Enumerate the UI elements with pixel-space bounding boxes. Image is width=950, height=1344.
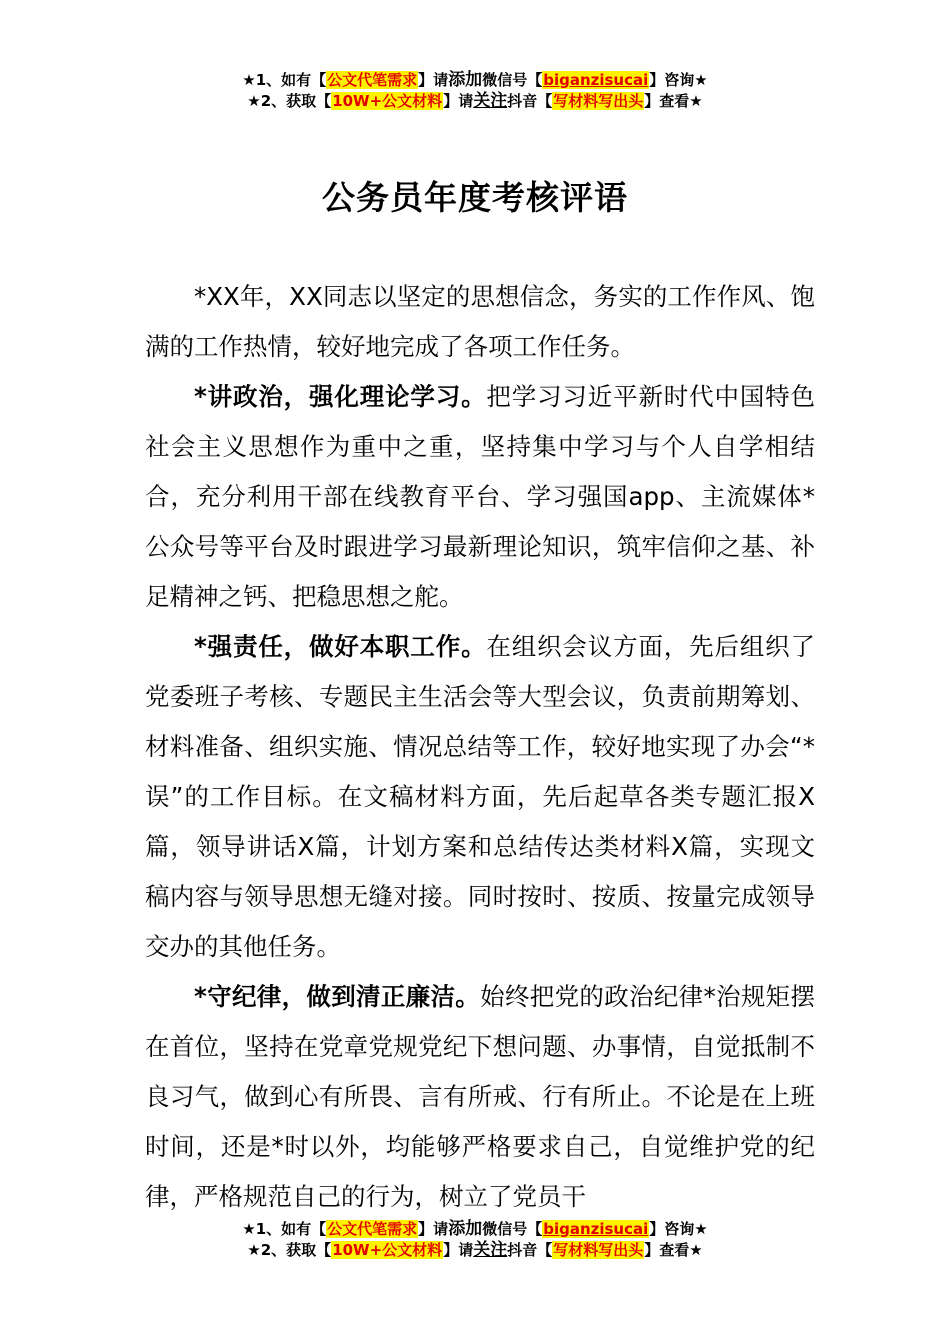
paragraph-text: 把学习习近平新时代中国特色社会主义思想作为重中之重，坚持集中学习与个人自学相结合，充分利用干部在线教育平台、学习强国app、主流媒体*公众号等平台及时跟进学习最新理论知识，筑牢信仰之基、补足精神之钙、把稳思想之舵。	[145, 382, 815, 611]
paragraph	[145, 272, 815, 372]
banner-text: 抖音【	[507, 1241, 553, 1259]
banner-text: 】请	[418, 1220, 449, 1238]
banner-highlight: biganzisucai	[543, 71, 649, 89]
paragraph	[145, 372, 815, 622]
banner-text: 】咨询★	[649, 71, 708, 89]
banner-text: 】请	[443, 92, 474, 110]
paragraph	[145, 972, 815, 1222]
paragraph-heading: *守纪律，做到清正廉洁。	[194, 982, 481, 1011]
top-banner	[0, 70, 950, 112]
banner-line-2	[0, 1240, 950, 1261]
banner-highlight: 公文代笔需求	[327, 1220, 418, 1238]
banner-emphasis: 添加	[448, 70, 483, 90]
banner-text: 】请	[443, 1241, 474, 1259]
banner-line-1	[0, 70, 950, 91]
banner-highlight: 写材料写出头	[553, 1241, 644, 1259]
banner-line-2	[0, 91, 950, 112]
banner-highlight: 写材料写出头	[553, 92, 644, 110]
banner-text: ★1、如有【	[242, 71, 327, 89]
paragraph	[145, 622, 815, 972]
paragraph-text: 始终把党的政治纪律*治规矩摆在首位，坚持在党章党规党纪下想问题、办事情，自觉抵制不良习气，做到心有所畏、言有所戒、行有所止。不论是在上班时间，还是*时以外，均能够严格要求自己，自觉维护党的纪律，严格规范自己的行为，树立了党员干	[145, 982, 816, 1211]
banner-text: ★2、获取【	[247, 92, 332, 110]
banner-text: ★2、获取【	[247, 1241, 332, 1259]
banner-line-1	[0, 1219, 950, 1240]
paragraph-text: *XX年，XX同志以坚定的思想信念，务实的工作作风、饱满的工作热情，较好地完成了各项工作任务。	[145, 282, 815, 361]
banner-emphasis: 关注	[473, 91, 508, 111]
banner-text: ★1、如有【	[242, 1220, 327, 1238]
bottom-banner	[0, 1219, 950, 1261]
banner-text: 抖音【	[507, 92, 553, 110]
banner-text: 】查看★	[644, 92, 703, 110]
banner-text: 】查看★	[644, 1241, 703, 1259]
document-title: 公务员年度考核评语	[322, 178, 628, 217]
paragraph-heading: *强责任，做好本职工作。	[194, 632, 487, 661]
document-body	[145, 272, 815, 1222]
banner-text: 微信号【	[482, 1220, 543, 1238]
paragraph-text: 在组织会议方面，先后组织了党委班子考核、专题民主生活会等大型会议，负责前期筹划、材料准备、组织实施、情况总结等工作，较好地实现了办会“*误”的工作目标。在文稿材料方面，先后起草各类专题汇报X篇，领导讲话X篇，计划方案和总结传达类材料X篇，实现文稿内容与领导思想无缝对接。同时按时、按质、按量完成领导交办的其他任务。	[145, 632, 815, 961]
banner-text: 微信号【	[482, 71, 543, 89]
banner-highlight: 公文代笔需求	[327, 71, 418, 89]
paragraph-heading: *讲政治，强化理论学习。	[194, 382, 487, 411]
banner-emphasis: 添加	[448, 1219, 483, 1239]
banner-text: 】请	[418, 71, 449, 89]
banner-text: 】咨询★	[649, 1220, 708, 1238]
banner-highlight: 10W+公文材料	[332, 1241, 443, 1259]
banner-highlight: 10W+公文材料	[332, 92, 443, 110]
banner-emphasis: 关注	[473, 1240, 508, 1260]
banner-highlight: biganzisucai	[543, 1220, 649, 1238]
